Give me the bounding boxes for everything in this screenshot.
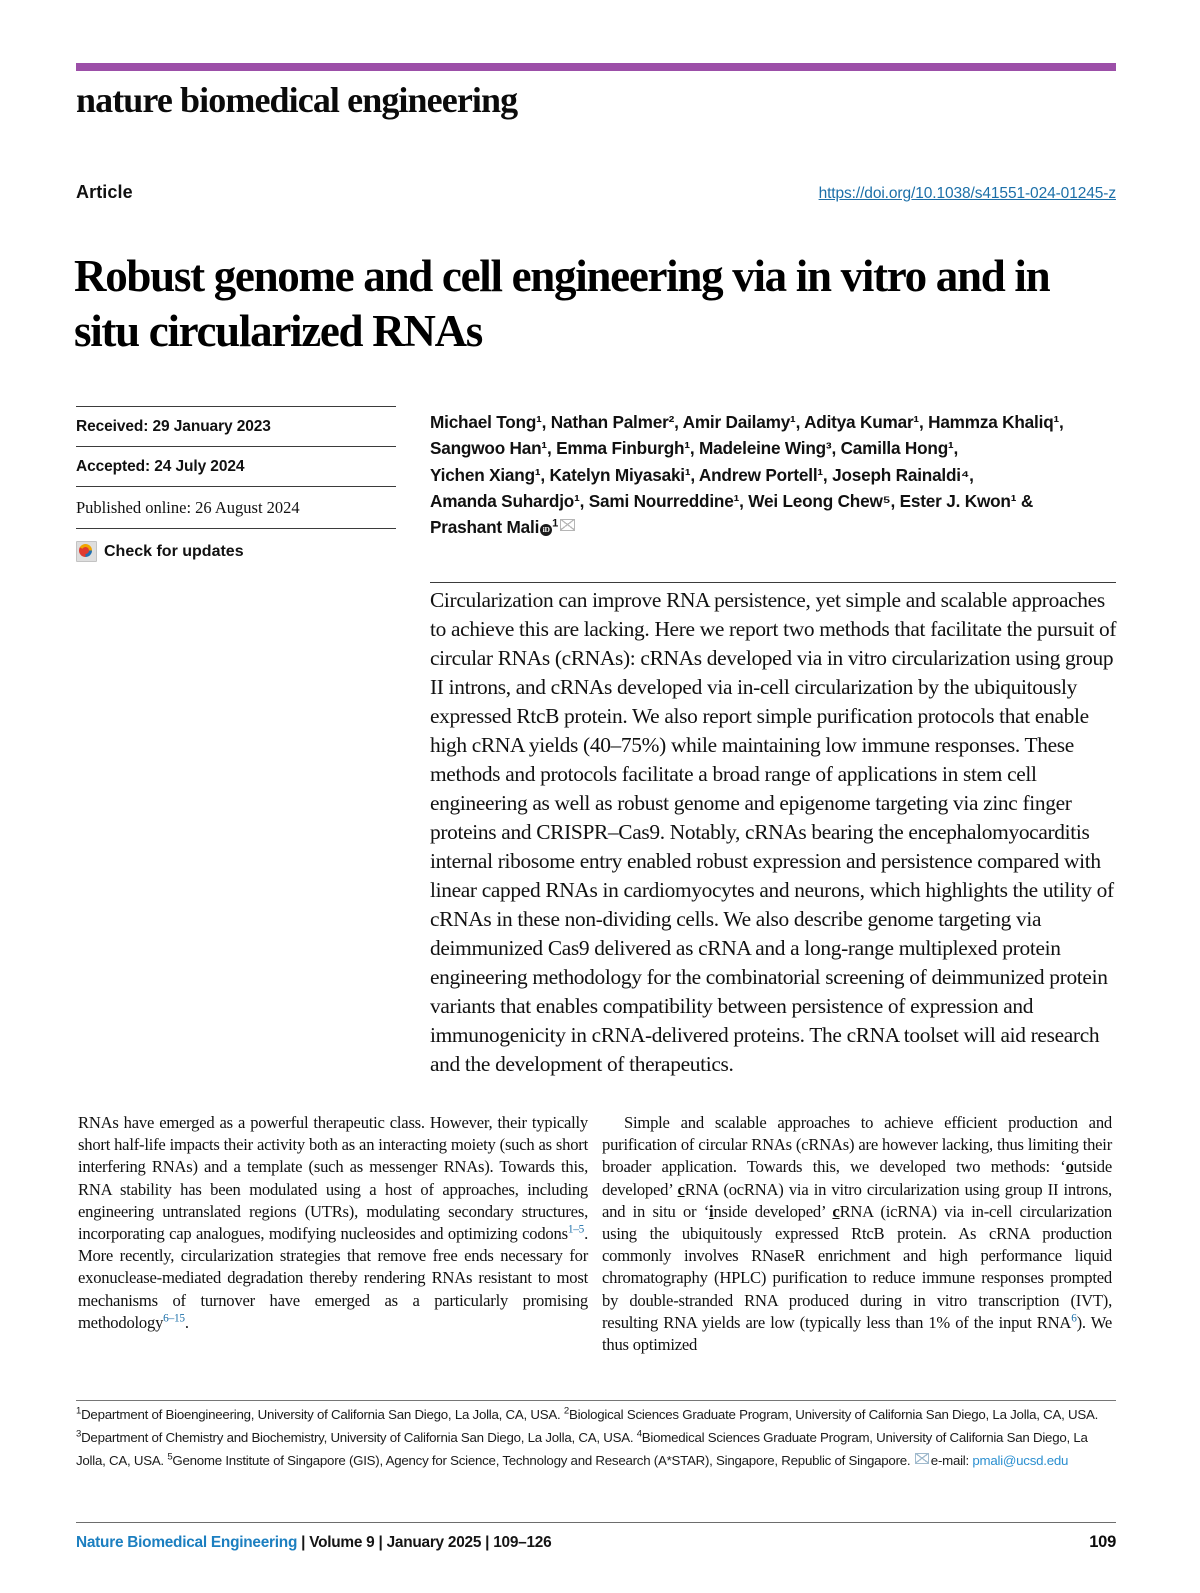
- email-envelope-icon: [915, 1453, 929, 1464]
- accepted-date: Accepted: 24 July 2024: [76, 458, 245, 475]
- page-footer: [76, 1533, 1116, 1552]
- citation-ref-6-15[interactable]: 6–15: [163, 1312, 185, 1325]
- affiliation-sup-5: 5: [167, 1451, 173, 1463]
- check-for-updates-button[interactable]: [76, 529, 396, 572]
- affiliation-4: Biomedical Sciences Graduate Program, University of California San Diego, La Jolla, CA, USA.: [76, 1429, 1088, 1468]
- emphasis-c-1: c: [677, 1179, 685, 1199]
- citation-ref-1-5[interactable]: 1–5: [567, 1223, 585, 1236]
- methods-text-part-6: ). We thus optimized: [602, 1312, 1112, 1354]
- methods-text-part-2: utside developed’: [602, 1157, 1112, 1199]
- affiliation-sup-1: 1: [76, 1405, 82, 1417]
- footer-citation-group: [76, 1534, 551, 1552]
- methods-text-part-4: nside developed’: [713, 1201, 833, 1221]
- author-line-4: Amanda Suhardjo¹, Sami Nourreddine¹, Wei Leong Chew⁵, Ester J. Kwon¹ &: [430, 490, 1034, 511]
- affiliation-2: Biological Sciences Graduate Program, University of California San Diego, La Jolla, CA, USA.: [568, 1407, 1099, 1422]
- emphasis-o: o: [1065, 1157, 1074, 1177]
- author-line-5: Prashant Mali: [430, 517, 540, 538]
- intro-paragraph-right: [602, 1112, 1112, 1356]
- article-metadata: [76, 406, 396, 572]
- brand-bar: [76, 63, 1116, 71]
- affiliation-3: Department of Chemistry and Biochemistry, University of California San Diego, La Jolla, CA, USA.: [81, 1429, 637, 1445]
- check-for-updates-label: Check for updates: [104, 542, 244, 560]
- footer-citation: | Volume 9 | January 2025 | 109–126: [297, 1534, 552, 1551]
- affiliations-divider: [76, 1400, 1116, 1401]
- body-column-left: [78, 1112, 588, 1334]
- intro-text-part-3: .: [184, 1312, 189, 1332]
- abstract-divider: [430, 582, 1116, 583]
- intro-paragraph-left: [78, 1112, 588, 1334]
- page-title: Robust genome and cell engineering via in vitro and in situ circularized RNAs: [74, 251, 1050, 357]
- footer-journal-name[interactable]: Nature Biomedical Engineering: [76, 1534, 298, 1551]
- methods-text-part-3: RNA (ocRNA) via in vitro circularization using group II introns, and in situ or ‘: [602, 1179, 1112, 1221]
- author-list: [430, 409, 1116, 541]
- emphasis-i: i: [709, 1201, 714, 1221]
- affiliation-5: Genome Institute of Singapore (GIS), Agency for Science, Technology and Research (A*STAR), Singapore, Republic of Singapore.: [172, 1452, 914, 1468]
- published-date: Published online: 26 August 2024: [76, 498, 300, 517]
- article-header-row: [76, 182, 1116, 203]
- author-line-3: Yichen Xiang¹, Katelyn Miyasaki¹, Andrew Portell¹, Joseph Rainaldi⁴,: [430, 464, 974, 485]
- citation-ref-6[interactable]: 6: [1071, 1312, 1077, 1325]
- orcid-icon[interactable]: iD: [540, 524, 552, 536]
- page-number: 109: [1089, 1533, 1116, 1551]
- corresponding-author-affiliation-sup: 1: [552, 517, 559, 530]
- affiliations-block: [76, 1404, 1118, 1473]
- envelope-icon[interactable]: [560, 519, 575, 531]
- intro-text-part-2: . More recently, circularization strategies that remove free ends necessary for exonuclease-mediated degradation thereby rendering RNAs resistant to most mechanisms of turnover have emerged as a particularly promising methodology: [78, 1223, 588, 1332]
- methods-text-part-1: Simple and scalable approaches to achieve efficient production and purification of circular RNAs (cRNAs) are however lacking, thus limiting their broader application. Towards this, we developed two methods: ‘: [602, 1113, 1112, 1177]
- crossmark-icon: [76, 541, 97, 562]
- body-column-right: [602, 1112, 1112, 1356]
- affiliation-sup-4: 4: [636, 1428, 642, 1440]
- email-label: e-mail:: [930, 1452, 973, 1468]
- received-date: Received: 29 January 2023: [76, 418, 271, 435]
- article-type-label: Article: [76, 182, 133, 202]
- corresponding-email-link[interactable]: pmali@ucsd.edu: [972, 1452, 1069, 1468]
- doi-link[interactable]: https://doi.org/10.1038/s41551-024-01245-z: [818, 185, 1116, 202]
- footer-divider: [76, 1522, 1116, 1523]
- abstract-text: Circularization can improve RNA persistence, yet simple and scalable approaches to achieve this are lacking. Here we report two methods that facilitate the pursuit of circular RNAs (cRNAs): cRNAs developed via in vitro circularization using group II introns, and cRNAs developed via in-cell circularization by the ubiquitously expressed RtcB protein. We also report simple purification protocols that enable high cRNA yields (40–75%) while maintaining low immune responses. These methods and protocols facilitate a broad range of applications in stem cell engineering as well as robust genome and epigenome targeting via zinc finger proteins and CRISPR–Cas9. Notably, cRNAs bearing the encephalomyocarditis internal ribosome entry enabled robust expression and persistence compared with linear capped RNAs in cardiomyocytes and neurons, which highlights the utility of cRNAs in these non-dividing cells. We also describe genome targeting via deimmunized Cas9 delivered as cRNA and a long-range multiplexed protein engineering methodology for the combinatorial screening of deimmunized protein variants that enables compatibility between persistence of expression and immunogenicity in cRNA-delivered proteins. The cRNA toolset will aid research and the development of therapeutics.: [430, 588, 1117, 1076]
- affiliation-sup-2: 2: [563, 1405, 569, 1417]
- intro-text-part-1: RNAs have emerged as a powerful therapeutic class. However, their typically short half-life impacts their activity both as an interacting moiety (such as short interfering RNAs) and a template (such as messenger RNAs). Towards this, RNA stability has been modulated using a host of approaches, including engineering untranslated regions (UTRs), modulating secondary structures, incorporating cap analogues, modifying nucleosides and optimizing codons: [78, 1113, 588, 1243]
- journal-masthead: nature biomedical engineering: [76, 80, 518, 120]
- affiliation-1: Department of Bioengineering, University of California San Diego, La Jolla, CA, USA.: [81, 1407, 564, 1422]
- affiliation-sup-3: 3: [76, 1428, 82, 1440]
- author-line-1: Michael Tong¹, Nathan Palmer², Amir Dailamy¹, Aditya Kumar¹, Hammza Khaliq¹,: [430, 412, 1064, 432]
- methods-text-part-5: RNA (icRNA) via in-cell circularization using the ubiquitously expressed RtcB protein. As cRNA production commonly involves RNaseR enrichment and high performance liquid chromatography (HPLC) purification to reduce immune responses prompted by double-stranded RNA produced during in vitro transcription (IVT), resulting RNA yields are low (typically less than 1% of the input RNA: [602, 1201, 1113, 1332]
- author-line-2: Sangwoo Han¹, Emma Finburgh¹, Madeleine Wing³, Camilla Hong¹,: [430, 438, 959, 459]
- emphasis-c-2: c: [832, 1201, 840, 1221]
